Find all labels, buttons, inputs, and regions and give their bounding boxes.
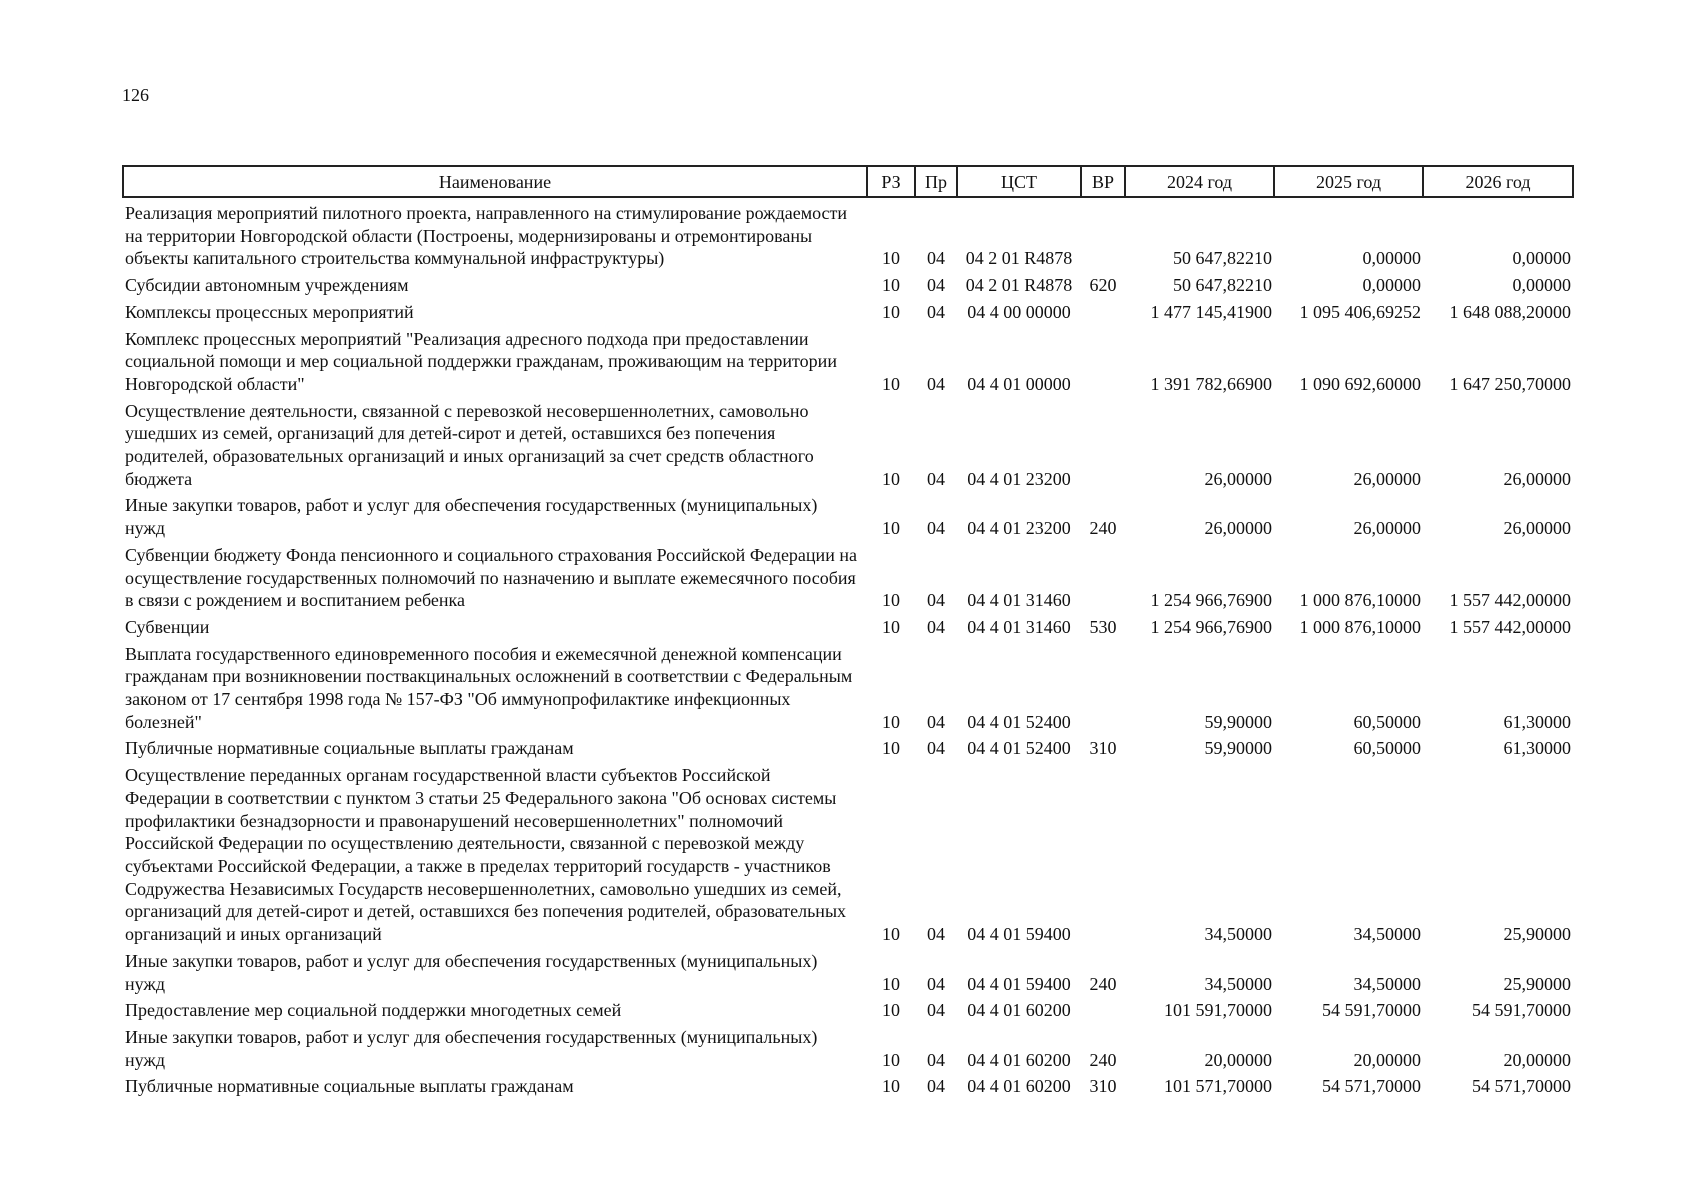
row-pr: 04 — [927, 301, 945, 322]
row-rz: 10 — [882, 275, 900, 296]
row-2026: 54 591,70000 — [1472, 1000, 1571, 1021]
row-pr: 04 — [927, 1000, 945, 1021]
row-vr — [1081, 639, 1125, 734]
row-vr — [1081, 995, 1125, 1022]
row-cst: 04 4 01 59400 — [967, 924, 1071, 945]
header-name: Наименование — [123, 166, 867, 197]
row-2024: 59,90000 — [1204, 738, 1272, 759]
row-name: Публичные нормативные социальные выплаты гражданам — [125, 738, 574, 759]
row-pr: 04 — [927, 616, 945, 637]
row-pr: 04 — [927, 373, 945, 394]
row-name: Осуществление деятельности, связанной с перевозкой несовершеннолетних, самовольно ушедших из семей, организаций для детей-сирот и детей, оставшихся без попечения родителей, образовательных организаций и иных организаций за счет средств областного бюджета — [125, 400, 814, 489]
row-rz: 10 — [882, 468, 900, 489]
row-name: Иные закупки товаров, работ и услуг для обеспечения государственных (муниципальных) нужд — [125, 1026, 818, 1070]
row-cst: 04 4 01 59400 — [967, 973, 1071, 994]
row-cst: 04 4 01 60200 — [967, 1049, 1071, 1070]
row-cst: 04 4 01 52400 — [967, 711, 1071, 732]
row-2026: 1 557 442,00000 — [1449, 590, 1571, 611]
row-cst: 04 2 01 R4878 — [965, 248, 1073, 269]
row-2024: 101 571,70000 — [1164, 1076, 1272, 1097]
row-name: Комплекс процессных мероприятий "Реализация адресного подхода при предоставлении социальной помощи и мер социальной поддержки гражданам, проживающим на территории Новгородской области" — [125, 328, 837, 394]
row-cst: 04 4 01 60200 — [967, 1076, 1071, 1097]
table-row — [123, 1022, 1573, 1071]
row-vr — [1081, 540, 1125, 612]
header-2025: 2025 год — [1274, 166, 1423, 197]
header-2026: 2026 год — [1423, 166, 1573, 197]
table-row — [123, 1071, 1573, 1098]
row-pr: 04 — [927, 590, 945, 611]
row-name: Субвенции бюджету Фонда пенсионного и социального страхования Российской Федерации на осуществление государственных полномочий по назначению и выплате ежемесячного пособия в связи с рождением и воспитанием ребенка — [125, 544, 857, 611]
row-rz: 10 — [882, 301, 900, 322]
row-rz: 10 — [882, 1076, 900, 1097]
row-rz: 10 — [882, 248, 900, 269]
row-2026: 25,90000 — [1503, 924, 1571, 945]
table-row — [123, 270, 1573, 297]
row-2025: 54 571,70000 — [1322, 1076, 1421, 1097]
row-2026: 54 571,70000 — [1472, 1076, 1571, 1097]
row-pr: 04 — [927, 973, 945, 994]
table-row — [123, 197, 1573, 270]
row-rz: 10 — [882, 738, 900, 759]
row-2024: 50 647,82210 — [1173, 275, 1272, 296]
row-2025: 60,50000 — [1353, 738, 1421, 759]
row-name: Предоставление мер социальной поддержки многодетных семей — [125, 1000, 622, 1021]
row-rz: 10 — [882, 1000, 900, 1021]
row-2024: 20,00000 — [1204, 1049, 1272, 1070]
row-rz: 10 — [882, 973, 900, 994]
table-row — [123, 760, 1573, 946]
row-2025: 60,50000 — [1353, 711, 1421, 732]
row-name: Субсидии автономным учреждениям — [125, 275, 409, 296]
row-vr: 240 — [1089, 973, 1117, 994]
row-vr — [1081, 297, 1125, 324]
table-row — [123, 540, 1573, 612]
header-cst: ЦСТ — [957, 166, 1081, 197]
row-2025: 0,00000 — [1362, 275, 1421, 296]
row-2024: 34,50000 — [1204, 973, 1272, 994]
table-row — [123, 639, 1573, 734]
row-rz: 10 — [882, 616, 900, 637]
row-vr: 530 — [1089, 616, 1117, 637]
row-name: Иные закупки товаров, работ и услуг для обеспечения государственных (муниципальных) нужд — [125, 950, 818, 994]
row-2024: 34,50000 — [1204, 924, 1272, 945]
row-2024: 1 254 966,76900 — [1150, 590, 1272, 611]
row-cst: 04 4 00 00000 — [967, 301, 1071, 322]
row-pr: 04 — [927, 275, 945, 296]
row-cst: 04 2 01 R4878 — [965, 275, 1073, 296]
row-name: Осуществление переданных органам государственной власти субъектов Российской Федерации в соответствии с пунктом 3 статьи 25 Федерального закона "Об основах системы профилактики безнадзорности и правонарушений несовершеннолетних" полномочий Российской Федерации по осуществлению деятельности, связанной с перевозкой между субъектами Российской Федерации, а также в пределах территорий государств - участников Содружества Независимых Государств несовершеннолетних, самовольно ушедших из семей, организаций для детей-сирот и детей, оставшихся без попечения родителей, образовательных организаций и иных организаций — [125, 765, 847, 945]
row-2026: 26,00000 — [1503, 468, 1571, 489]
row-vr: 310 — [1089, 738, 1117, 759]
row-pr: 04 — [927, 738, 945, 759]
row-2026: 61,30000 — [1503, 738, 1571, 759]
table-row — [123, 396, 1573, 491]
header-rz: РЗ — [867, 166, 915, 197]
row-2025: 26,00000 — [1353, 518, 1421, 539]
row-2026: 26,00000 — [1503, 518, 1571, 539]
row-rz: 10 — [882, 590, 900, 611]
row-name: Иные закупки товаров, работ и услуг для обеспечения государственных (муниципальных) нужд — [125, 495, 818, 539]
row-2026: 1 557 442,00000 — [1449, 616, 1571, 637]
row-2024: 1 477 145,41900 — [1150, 301, 1272, 322]
row-rz: 10 — [882, 518, 900, 539]
row-pr: 04 — [927, 711, 945, 732]
table-body — [123, 197, 1573, 1098]
row-pr: 04 — [927, 468, 945, 489]
row-2026: 0,00000 — [1512, 248, 1571, 269]
row-2025: 1 000 876,10000 — [1299, 590, 1421, 611]
row-2026: 25,90000 — [1503, 973, 1571, 994]
row-2025: 34,50000 — [1353, 924, 1421, 945]
row-2024: 50 647,82210 — [1173, 248, 1272, 269]
row-name: Субвенции — [125, 616, 210, 637]
row-vr: 310 — [1089, 1076, 1117, 1097]
row-2025: 1 000 876,10000 — [1299, 616, 1421, 637]
table-header-row — [123, 166, 1573, 197]
row-pr: 04 — [927, 1076, 945, 1097]
row-2026: 0,00000 — [1512, 275, 1571, 296]
row-2025: 20,00000 — [1353, 1049, 1421, 1070]
row-vr: 240 — [1089, 1049, 1117, 1070]
row-2024: 26,00000 — [1204, 518, 1272, 539]
row-rz: 10 — [882, 1049, 900, 1070]
row-2025: 1 095 406,69252 — [1299, 301, 1421, 322]
row-2026: 1 647 250,70000 — [1449, 373, 1571, 394]
row-rz: 10 — [882, 924, 900, 945]
table-row — [123, 995, 1573, 1022]
row-cst: 04 4 01 23200 — [967, 468, 1071, 489]
row-name: Публичные нормативные социальные выплаты гражданам — [125, 1076, 574, 1097]
row-pr: 04 — [927, 518, 945, 539]
row-2024: 26,00000 — [1204, 468, 1272, 489]
row-vr — [1081, 396, 1125, 491]
row-name: Комплексы процессных мероприятий — [125, 301, 414, 322]
row-2025: 0,00000 — [1362, 248, 1421, 269]
row-rz: 10 — [882, 373, 900, 394]
table-row — [123, 297, 1573, 324]
row-2026: 20,00000 — [1503, 1049, 1571, 1070]
row-name: Реализация мероприятий пилотного проекта, направленного на стимулирование рождаемости на территории Новгородской области (Построены, модернизированы и отремонтированы объекты капитального строительства коммунальной инфраструктуры) — [125, 203, 848, 269]
header-pr: Пр — [915, 166, 957, 197]
row-2024: 59,90000 — [1204, 711, 1272, 732]
row-rz: 10 — [882, 711, 900, 732]
row-name: Выплата государственного единовременного пособия и ежемесячной денежной компенсации гражданам при возникновении поствакцинальных осложнений в соответствии с Федеральным законом от 17 сентября 1998 года № 157-ФЗ "Об иммунопрофилактике инфекционных болезней" — [125, 643, 853, 732]
page-number: 126 — [122, 85, 149, 105]
table-row — [123, 612, 1573, 639]
table-row — [123, 946, 1573, 995]
budget-table — [122, 165, 1574, 1098]
table-row — [123, 324, 1573, 396]
row-cst: 04 4 01 31460 — [967, 616, 1071, 637]
row-2024: 101 591,70000 — [1164, 1000, 1272, 1021]
row-cst: 04 4 01 31460 — [967, 590, 1071, 611]
row-2026: 1 648 088,20000 — [1449, 301, 1571, 322]
table-row — [123, 733, 1573, 760]
row-pr: 04 — [927, 924, 945, 945]
row-vr — [1081, 324, 1125, 396]
row-2025: 26,00000 — [1353, 468, 1421, 489]
row-pr: 04 — [927, 1049, 945, 1070]
row-cst: 04 4 01 23200 — [967, 518, 1071, 539]
row-2025: 54 591,70000 — [1322, 1000, 1421, 1021]
row-pr: 04 — [927, 248, 945, 269]
header-vr: ВР — [1081, 166, 1125, 197]
row-2024: 1 254 966,76900 — [1150, 616, 1272, 637]
row-vr — [1081, 760, 1125, 946]
row-cst: 04 4 01 00000 — [967, 373, 1071, 394]
row-2026: 61,30000 — [1503, 711, 1571, 732]
row-cst: 04 4 01 52400 — [967, 738, 1071, 759]
row-vr — [1081, 197, 1125, 270]
header-2024: 2024 год — [1125, 166, 1274, 197]
row-2025: 1 090 692,60000 — [1299, 373, 1421, 394]
row-vr: 620 — [1089, 275, 1117, 296]
row-cst: 04 4 01 60200 — [967, 1000, 1071, 1021]
row-2024: 1 391 782,66900 — [1150, 373, 1272, 394]
row-vr: 240 — [1089, 518, 1117, 539]
row-2025: 34,50000 — [1353, 973, 1421, 994]
table-row — [123, 490, 1573, 539]
